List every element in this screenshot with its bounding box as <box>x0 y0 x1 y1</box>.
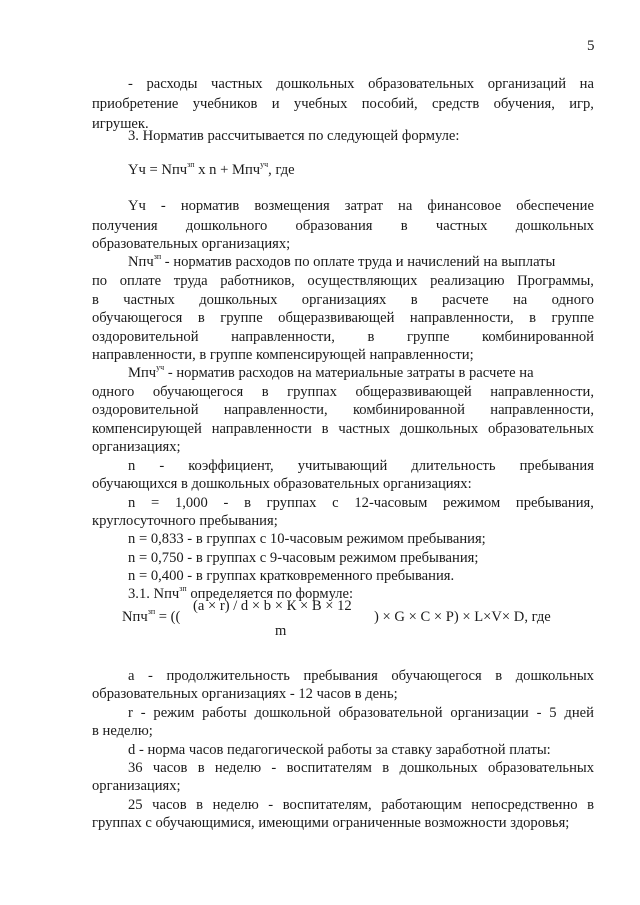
word: частных <box>211 76 263 92</box>
word: в <box>367 329 375 345</box>
word: пособий, <box>361 96 418 112</box>
def-m-line2 <box>92 384 594 401</box>
word: направленности, <box>223 402 328 418</box>
para-formula-intro: 3. Норматив рассчитывается по следующей формуле: <box>128 128 460 144</box>
word: оздоровительной <box>92 402 199 418</box>
word: - <box>140 705 146 721</box>
word: обучающегося <box>152 384 244 400</box>
word: расчете <box>441 292 489 308</box>
word: частных <box>123 292 175 308</box>
def-m-line4 <box>92 421 594 438</box>
word: в <box>92 292 99 308</box>
word: = <box>151 495 160 511</box>
def-r-line1 <box>128 705 594 722</box>
word: группах <box>287 384 337 400</box>
word: учитывающий <box>297 458 388 474</box>
word: приобретение <box>92 96 179 112</box>
word: воспитателям, <box>282 797 372 813</box>
def-d: d - норма часов педагогической работы за ставку заработной платы: <box>128 742 551 758</box>
def-r-line2: в неделю; <box>92 723 153 739</box>
para-expenses-line1 <box>128 76 594 93</box>
word: группе <box>220 310 263 326</box>
word: осуществляющих <box>307 273 418 289</box>
word: на <box>512 292 528 308</box>
word: дошкольных <box>399 421 479 437</box>
d36-line2: организациях; <box>92 778 181 794</box>
n-value-4: n = 0,400 - в группах кратковременного пребывания. <box>128 568 455 584</box>
word: учебников <box>192 96 258 112</box>
word: оздоровительной <box>92 329 199 345</box>
word: средств <box>432 96 480 112</box>
def-a-line2: образовательных организациях - 12 часов в день; <box>92 686 398 702</box>
d36-line1 <box>128 760 594 777</box>
word: r <box>128 705 133 721</box>
word: дошкольной <box>254 705 331 721</box>
word: образовательной <box>338 705 443 721</box>
word: одного <box>551 292 594 308</box>
word: - <box>268 797 274 813</box>
word: в <box>410 292 418 308</box>
formula2-left: Nпч$^{зп}$ = (( <box>122 607 181 625</box>
n-value-3: n = 0,750 - в группах с 9-часовым режимом пребывания; <box>128 550 479 566</box>
word: направленности, <box>490 402 594 418</box>
formula-main: Yч = Nпч$^{зп}$ х n + Mпч$^{уч}$, где <box>128 160 295 178</box>
def-m-line1: Mпч$^{уч}$ - норматив расходов на материальные затраты в расчете на <box>128 363 534 381</box>
word: - <box>536 705 542 721</box>
def-n-line6: направленности, в группе компенсирующей направленности; <box>92 347 474 363</box>
word: воспитателям <box>286 760 372 776</box>
word: норматив <box>180 198 240 214</box>
word: в <box>261 384 269 400</box>
word: работников, <box>220 273 295 289</box>
word: образовательных <box>488 760 594 776</box>
n-value-2: n = 0,833 - в группах с 10-часовым режимом пребывания; <box>128 531 486 547</box>
word: общеразвивающей <box>355 384 472 400</box>
word: в <box>587 797 594 813</box>
word: Программы, <box>517 273 594 289</box>
def-n-line1: Nпч$^{зп}$ - норматив расходов по оплате труда и начислений на выплаты <box>128 252 556 270</box>
word: работающим <box>381 797 462 813</box>
n-value-1-cont: круглосуточного пребывания; <box>92 513 278 529</box>
word: обеспечение <box>516 198 594 214</box>
word: образования <box>295 218 373 234</box>
word: обучения, <box>493 96 555 112</box>
word: дошкольного <box>185 218 268 234</box>
word: учебных <box>293 96 348 112</box>
def-a-line1 <box>128 668 594 685</box>
word: в <box>495 668 503 684</box>
word: финансовое <box>427 198 502 214</box>
def-m-line3 <box>92 402 594 419</box>
word: организациях <box>301 292 387 308</box>
word: в <box>196 797 204 813</box>
word: в <box>529 310 537 326</box>
word: продолжительность <box>166 668 290 684</box>
word: 5 <box>549 705 557 721</box>
word: коэффициент, <box>188 458 274 474</box>
word: реализацию <box>430 273 505 289</box>
word: образовательных <box>487 421 594 437</box>
word: образовательных <box>368 76 475 92</box>
para-3-1: 3.1. Nпч$^{зп}$ определяется по формуле: <box>128 584 354 602</box>
word: общеразвивающей <box>278 310 395 326</box>
def-coef-line1 <box>128 458 594 475</box>
word: частных <box>338 421 390 437</box>
page-number: 5 <box>587 38 595 54</box>
word: комбинированной <box>482 329 594 345</box>
word: - <box>148 668 153 684</box>
def-y-line2 <box>92 218 594 235</box>
word: оплате <box>119 273 162 289</box>
word: дошкольных <box>199 292 278 308</box>
word: работы <box>202 705 247 721</box>
word: группе <box>551 310 594 326</box>
word: компенсирующей <box>92 421 202 437</box>
word: обучающегося <box>391 668 482 684</box>
word: режимом <box>443 495 501 511</box>
word: неделю <box>212 797 259 813</box>
word: длительность <box>411 458 496 474</box>
word: неделю <box>214 760 262 776</box>
word: группах <box>266 495 317 511</box>
word: и <box>271 96 280 112</box>
word: пребывания <box>519 458 594 474</box>
word: часов <box>152 797 187 813</box>
word: группе <box>406 329 450 345</box>
word: комбинированной <box>352 402 465 418</box>
word: дошкольных <box>515 218 594 234</box>
word: 1,000 <box>174 495 208 511</box>
word: пребывания, <box>515 495 594 511</box>
def-m-line5: организациях; <box>92 439 181 455</box>
word: по <box>92 273 108 289</box>
def-n-line2 <box>92 273 594 290</box>
word: в <box>382 760 390 776</box>
n-value-1 <box>128 495 594 512</box>
word: направленности, <box>231 329 335 345</box>
word: 36 <box>128 760 143 776</box>
word: одного <box>92 384 135 400</box>
word: возмещения <box>254 198 330 214</box>
word: дошкольных <box>276 76 355 92</box>
word: a <box>128 668 135 684</box>
word: - <box>160 198 166 214</box>
para-expenses-line3: игрушек. <box>92 116 149 132</box>
word: в <box>400 218 408 234</box>
word: пребывания <box>303 668 378 684</box>
word: - <box>159 458 165 474</box>
para-expenses-line2 <box>92 96 594 113</box>
word: направленности, <box>409 310 514 326</box>
def-n-line5 <box>92 329 594 346</box>
formula2-denominator: m <box>275 623 287 639</box>
word: 12-часовым <box>354 495 428 511</box>
word: в <box>321 421 329 437</box>
def-coef-line2: обучающихся в дошкольных образовательных организациях: <box>92 476 472 492</box>
word: затрат <box>344 198 383 214</box>
d25-line1 <box>128 797 594 814</box>
word: получения <box>92 218 158 234</box>
word: Yч <box>128 198 146 214</box>
def-y-line3: образовательных организациях; <box>92 236 291 252</box>
word: расходы <box>146 76 198 92</box>
word: частных <box>435 218 488 234</box>
word: часов <box>152 760 188 776</box>
word: в <box>197 310 205 326</box>
formula2-right: ) × G × C × P) × L×V× D, где <box>374 609 551 625</box>
word: труда <box>173 273 208 289</box>
word: организаций <box>487 76 567 92</box>
word: n <box>128 495 136 511</box>
word: с <box>332 495 339 511</box>
word: непосредственно <box>471 797 578 813</box>
word: режим <box>153 705 195 721</box>
word: на <box>579 76 594 92</box>
word: обучающегося <box>92 310 183 326</box>
def-n-line3 <box>92 292 594 309</box>
word: - <box>223 495 229 511</box>
word: игр, <box>569 96 594 112</box>
word: на <box>398 198 413 214</box>
d25-line2: группах с обучающимися, имеющими ограниченные возможности здоровья; <box>92 815 570 831</box>
word: направленности <box>211 421 312 437</box>
word: дошкольных <box>515 668 594 684</box>
word: - <box>128 76 133 92</box>
word: дней <box>564 705 594 721</box>
formula2-numerator: (a × r) / d × b × К × В × 12 <box>193 598 352 614</box>
word: - <box>271 760 277 776</box>
def-y-line1 <box>128 198 594 215</box>
word: организации <box>450 705 529 721</box>
word: в <box>197 760 205 776</box>
word: 25 <box>128 797 143 813</box>
word: дошкольных <box>399 760 478 776</box>
def-n-line4 <box>92 310 594 327</box>
word: в <box>244 495 251 511</box>
word: n <box>128 458 136 474</box>
word: направленности, <box>490 384 594 400</box>
